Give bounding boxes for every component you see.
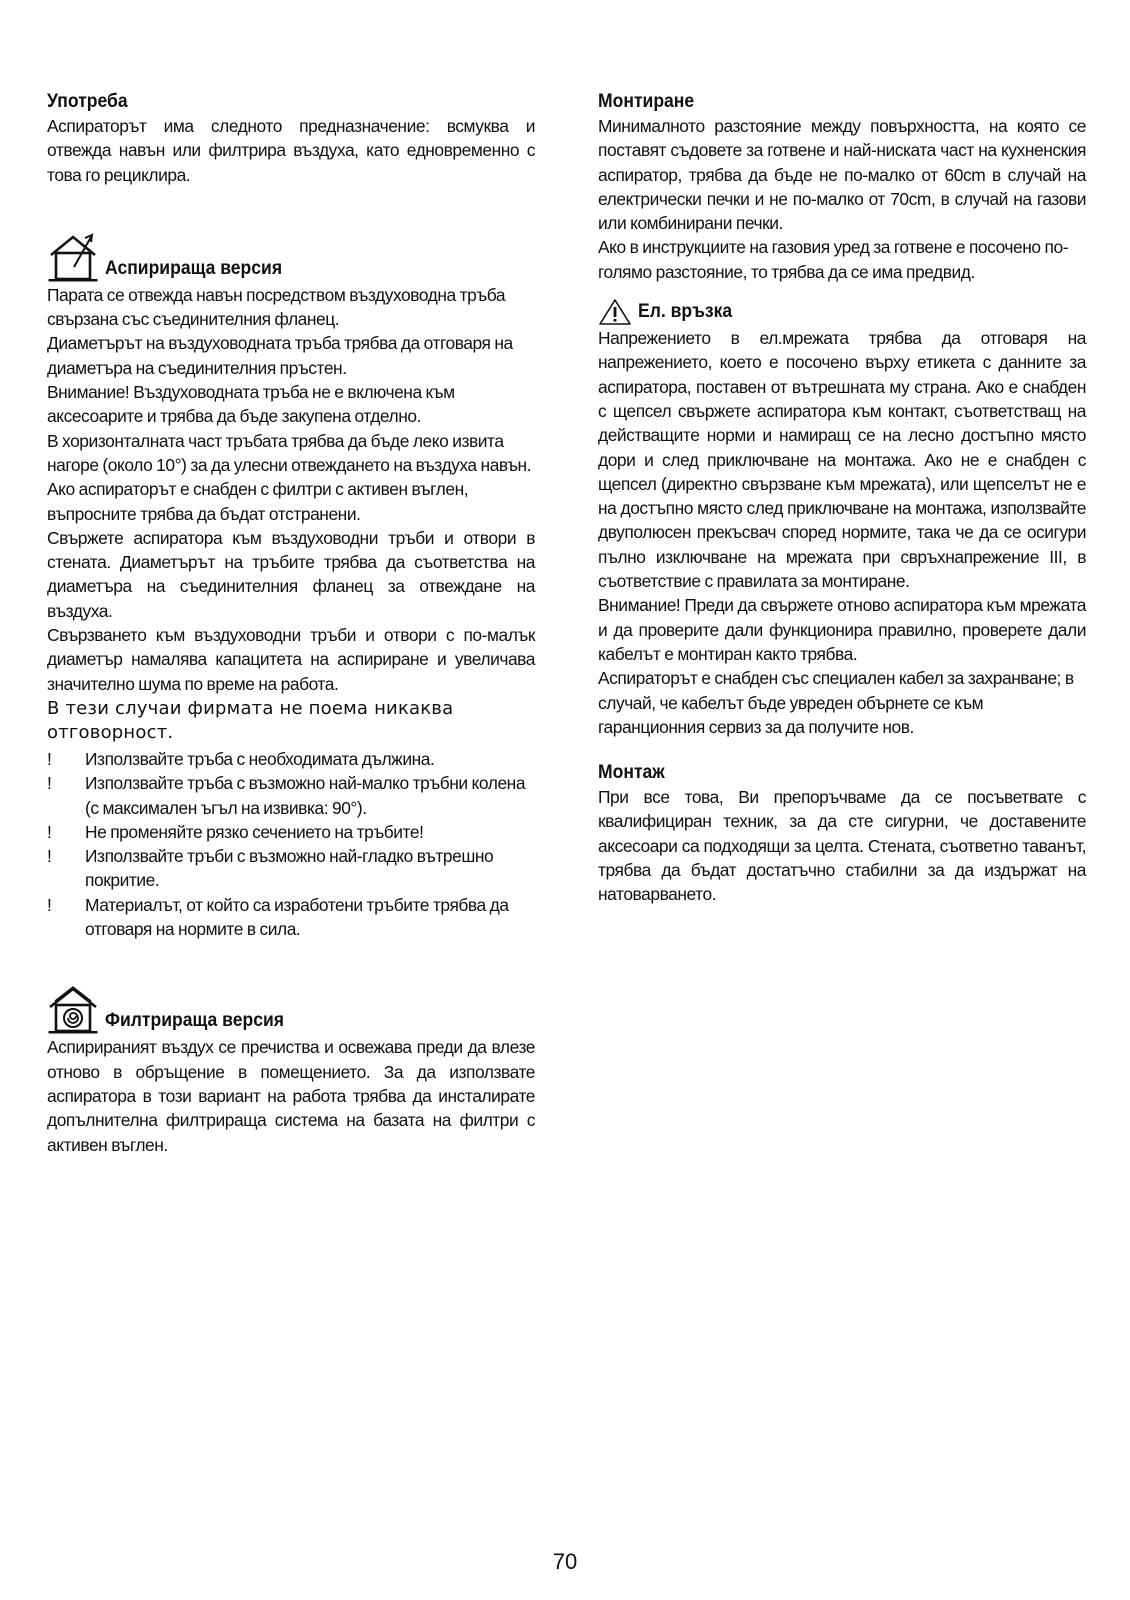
exclamation-icon: !	[47, 821, 52, 842]
filter-text: Аспирираният въздух се пречиства и освежава преди да влезе отново в обръщение в помещението. За да използвате аспиратора в този вариант на работа трябва да инсталирате допълнителна филтрираща система на базата на филтри с активен въглен.	[47, 1037, 535, 1155]
mounting-paragraph: Ако в инструкциите на газовия уред за готвене е посочено по-голямо разстояние, то трябва да се има предвид.	[598, 237, 1069, 282]
pipe-recommendations-list	[47, 747, 535, 941]
list-item	[47, 844, 535, 893]
list-item	[47, 747, 535, 771]
list-item-text: Използвайте тръба с възможно най-малко тръбни колена (с максимален ъгъл на извивка: 90°).	[85, 773, 526, 818]
assembly-heading: Монтаж	[598, 761, 665, 784]
mounting-heading: Монтиране	[598, 90, 695, 112]
suction-paragraph: Свързването към въздуховодни тръби и отвори с по-малък диаметър намалява капацитета на аспириране и увеличава значително шума по време на работа.	[47, 625, 535, 694]
page-number: 70	[552, 1549, 578, 1574]
suction-body	[47, 283, 535, 745]
right-column	[598, 88, 1086, 907]
left-column	[47, 88, 535, 1157]
list-item-text: Използвайте тръба с необходимата дължина.	[85, 748, 435, 769]
electric-warning-paragraph: Внимание! Преди да свържете отново аспиратора към мрежата и да проверите дали функционира правилно, проверете дали кабелът е монтиран както трябва.	[598, 595, 1086, 664]
electric-heading-row	[598, 298, 1086, 326]
house-filter-icon	[47, 985, 99, 1035]
house-exhaust-icon	[47, 231, 99, 283]
exclamation-icon: !	[47, 748, 52, 769]
electric-paragraph: Аспираторът е снабден със специален кабел за захранване; в случай, че кабелът бъде увреден обърнете се към гаранционния сервиз за да получите нов.	[598, 668, 1074, 737]
list-item	[47, 771, 535, 820]
suction-paragraph: Свържете аспиратора към въздуховодни тръби и отвори в стената. Диаметърът на тръбите трябва да съответства на диаметъра на съединителния фланец за отвеждане на въздуха.	[47, 527, 535, 621]
exclamation-icon: !	[47, 773, 52, 794]
exclamation-icon: !	[47, 846, 52, 867]
filter-heading-row	[47, 985, 535, 1035]
list-item-text: Не променяйте рязко сечението на тръбите!	[85, 821, 424, 842]
exclamation-icon: !	[47, 894, 52, 915]
suction-paragraph: Диаметърът на въздуховодната тръба трябва да отговаря на диаметъра на съединителния пръстен.	[47, 333, 513, 378]
list-item	[47, 820, 535, 844]
list-item	[47, 893, 535, 942]
usage-text: Аспираторът има следното предназначение: всмуква и отвежда навън или филтрира въздуха, като едновременно с това го рециклира.	[47, 116, 535, 185]
usage-heading: Употреба	[47, 90, 128, 112]
mounting-paragraph: Минималното разстояние между повърхността, на която се поставят съдовете за готвене и най-ниската част на кухненския аспиратор, трябва да бъде не по-малко от 60cm в случай на електрически печки и не по-малко от 70cm, в случай на газови или комбинирани печки.	[598, 116, 1086, 234]
suction-heading-row	[47, 231, 535, 283]
electric-heading: Ел. връзка	[638, 300, 733, 323]
filter-heading: Филтрираща версия	[105, 1009, 285, 1032]
suction-warning-paragraph: Внимание! Въздуховодната тръба не е включена към аксесоарите и трябва да бъде закупена отделно.	[47, 382, 455, 427]
warning-triangle-icon	[598, 298, 632, 326]
list-item-text: Материалът, от който са изработени тръбите трябва да отговаря на нормите в сила.	[85, 894, 509, 940]
suction-paragraph: Ако аспираторът е снабден с филтри с активен въглен, въпросните трябва да бъдат отстранени.	[47, 479, 469, 524]
suction-heading: Аспирираща версия	[105, 256, 283, 279]
suction-paragraph: В хоризонталната част тръбата трябва да бъде леко извита нагоре (около 10°) за да улесни отвеждането на въздуха навън.	[47, 430, 532, 475]
responsibility-note: В тези случаи фирмата не поема никаква отговорност.	[47, 697, 454, 743]
electric-paragraph: Напрежението в ел.мрежата трябва да отговаря на напрежението, което е посочено върху етикета с данните за аспиратора, поставен от вътрешната му страна. Ако е снабден с щепсел свържете аспиратора към контакт, съответстващ на действащите норми и намиращ се на лесно достъпно място дори и след приключване на монтажа. Ако не е снабден с щепсел (директно свързване към мрежата), или щепселът не е на достъпно място след приключване на монтажа, използвайте двуполюсен прекъсвач според нормите, така че да се осигури пълно изключване на мрежата при свръхнапрежение III, в съответствие с правилата за монтиране.	[598, 328, 1086, 592]
assembly-text: При все това, Ви препоръчваме да се посъветвате с квалифициран техник, за да сте сигурни, че доставените аксесоари са подходящи за целта. Стената, съответно таванът, трябва да бъдат достатъчно стабилни за да издържат на натоварването.	[598, 787, 1086, 905]
list-item-text: Използвайте тръби с възможно най-гладко вътрешно покритие.	[85, 846, 494, 891]
suction-paragraph: Парата се отвежда навън посредством въздуховодна тръба свързана със съединителния фланец.	[47, 284, 506, 330]
